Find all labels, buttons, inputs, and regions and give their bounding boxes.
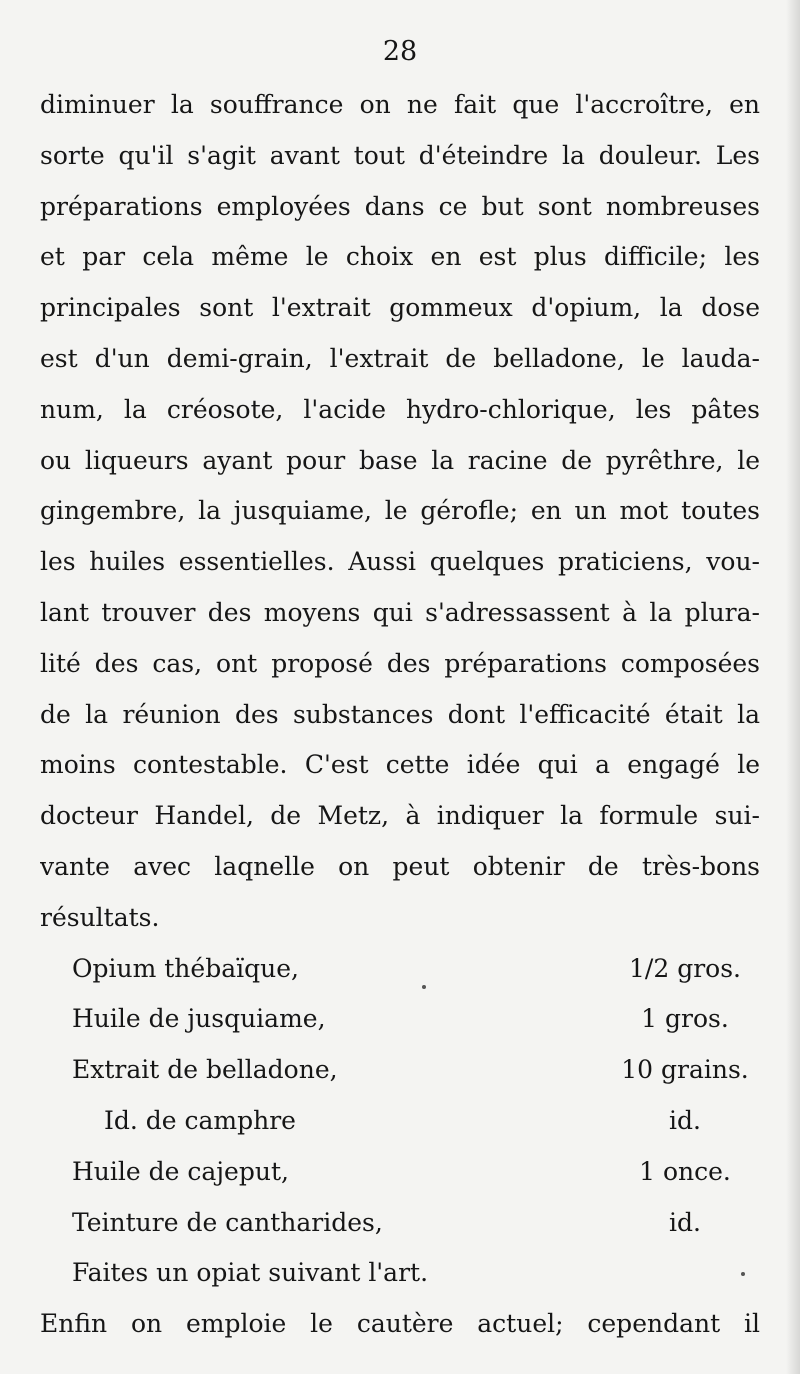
recipe-row xyxy=(40,1147,760,1198)
text-line: diminuer la souffrance on ne fait que l'accroître, en xyxy=(40,90,760,119)
text-line: sorte qu'il s'agit avant tout d'éteindre la douleur. Les xyxy=(40,140,760,170)
page-edge-shadow xyxy=(786,0,800,1374)
recipe-row xyxy=(40,994,760,1045)
ingredient-name: Teinture de cantharides, xyxy=(72,1207,383,1237)
text-line: num, la créosote, l'acide hydro-chlorique, les pâtes xyxy=(40,394,760,424)
scan-speck xyxy=(741,1272,745,1276)
text-line: principales sont l'extrait gommeux d'opium, la dose xyxy=(40,293,760,323)
recipe-formula xyxy=(40,944,760,1300)
recipe-row xyxy=(40,944,760,995)
ingredient-name: Id. de camphre xyxy=(104,1105,296,1135)
text-line: vante avec laqnelle on peut obtenir de très-bons xyxy=(40,851,760,881)
ingredient-quantity: id. xyxy=(669,1105,701,1135)
recipe-row xyxy=(40,1045,760,1096)
text-line: de la réunion des substances dont l'efficacité était la xyxy=(40,699,760,729)
recipe-note-row xyxy=(40,1248,760,1299)
text-line: les huiles essentielles. Aussi quelques praticiens, vou- xyxy=(40,547,760,577)
ingredient-quantity: id. xyxy=(669,1207,701,1237)
text-line: lant trouver des moyens qui s'adressassent à la plura- xyxy=(40,597,760,627)
text-line: préparations employées dans ce but sont nombreuses xyxy=(40,191,760,221)
text-line: gingembre, la jusquiame, le gérofle; en un mot toutes xyxy=(40,496,760,526)
text-line: résultats. xyxy=(40,902,160,932)
ingredient-name: Extrait de belladone, xyxy=(72,1055,338,1085)
text-line: est d'un demi-grain, l'extrait de belladone, le lauda- xyxy=(40,343,760,373)
text-line: ou liqueurs ayant pour base la racine de pyrêthre, le xyxy=(40,445,760,475)
recipe-row xyxy=(40,1198,760,1249)
text-line: et par cela même le choix en est plus difficile; les xyxy=(40,242,760,272)
text-line: moins contestable. C'est cette idée qui a engagé le xyxy=(40,750,760,780)
ingredient-name: Huile de cajeput, xyxy=(72,1156,289,1186)
ingredient-quantity: 1 gros. xyxy=(641,1004,729,1034)
body-text xyxy=(40,80,760,1350)
ingredient-quantity: 1 once. xyxy=(639,1156,731,1186)
text-line: docteur Handel, de Metz, à indiquer la formule sui- xyxy=(40,801,760,831)
ingredient-name: Opium thébaïque, xyxy=(72,953,299,983)
recipe-row xyxy=(40,1096,760,1147)
page-number: 28 xyxy=(382,36,418,67)
text-line: lité des cas, ont proposé des préparations composées xyxy=(40,648,760,678)
ingredient-quantity: 1/2 gros. xyxy=(629,953,741,983)
ingredient-name: Huile de jusquiame, xyxy=(72,1004,326,1034)
recipe-note: Faites un opiat suivant l'art. xyxy=(72,1258,429,1288)
scan-speck xyxy=(422,985,426,989)
ingredient-quantity: 10 grains. xyxy=(621,1055,749,1085)
text-line-closing: Enfin on emploie le cautère actuel; cependant il xyxy=(40,1309,760,1339)
